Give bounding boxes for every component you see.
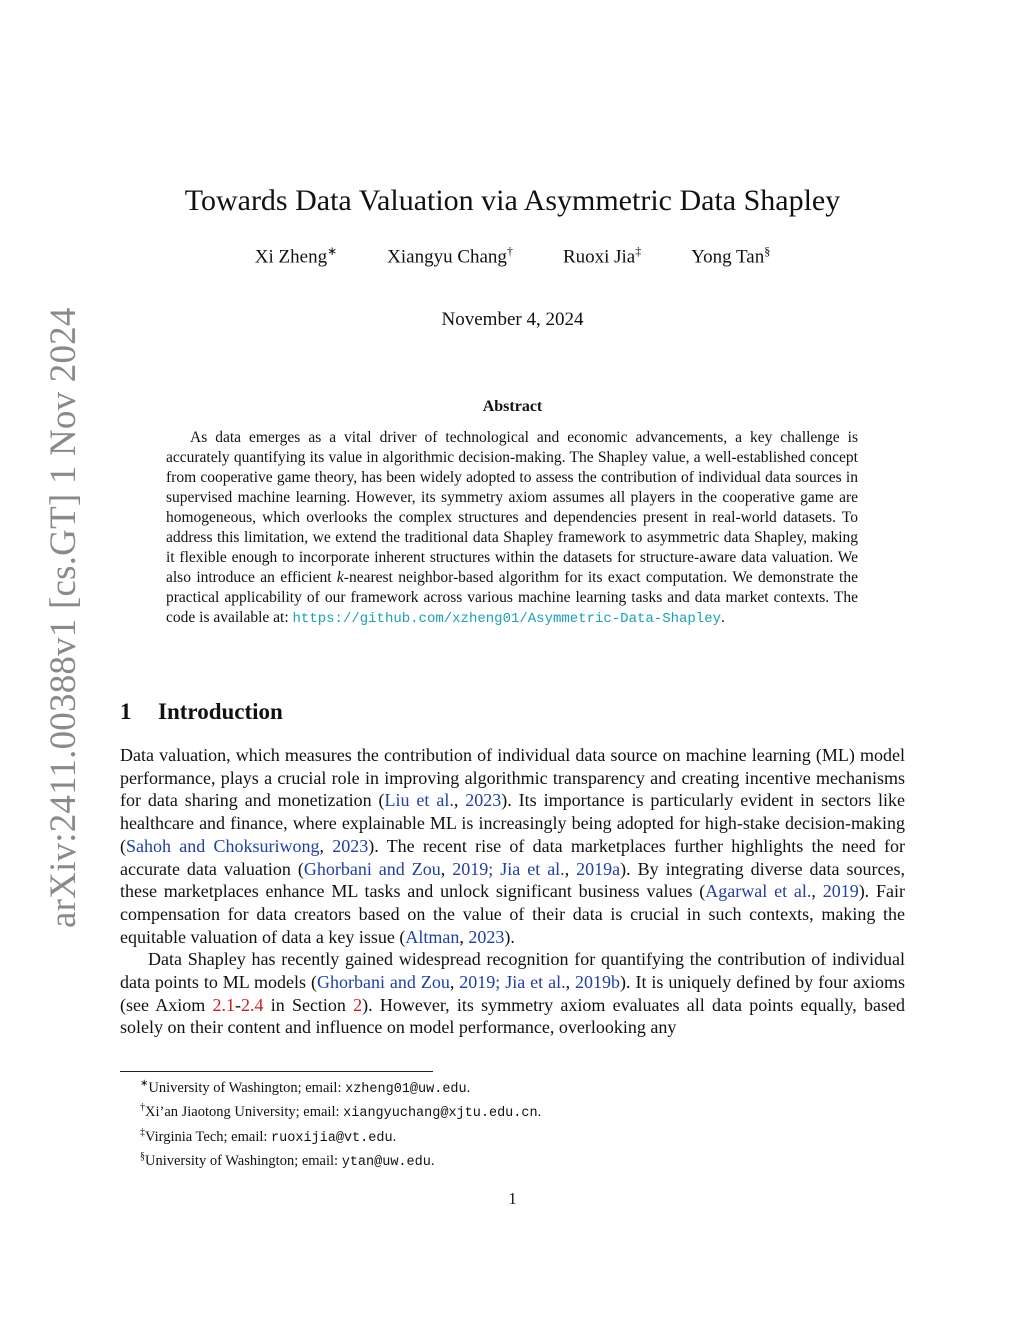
citation-year-link[interactable]: 2023	[468, 926, 505, 947]
citation-link[interactable]: Jia et al.	[500, 858, 565, 879]
affiliation-mark: ∗	[327, 244, 338, 258]
footnote-text: Xi’an Jiaotong University; email:	[145, 1104, 344, 1121]
footnote-mark: †	[140, 1102, 145, 1114]
footnote-text: Virginia Tech; email:	[145, 1128, 272, 1145]
text-run: ,	[565, 972, 576, 993]
footnote-text: University of Washington; email:	[145, 1152, 342, 1169]
footnote-email[interactable]: ytan@uw.edu	[341, 1154, 431, 1170]
footnote-mark: ∗	[140, 1078, 149, 1089]
affiliation-mark: †	[506, 244, 513, 258]
author-name: Yong Tan	[691, 246, 765, 268]
text-run: -	[234, 994, 241, 1015]
text-run: ;	[488, 858, 501, 879]
text-run: in Section	[263, 994, 354, 1015]
footnote-email[interactable]: ruoxijia@vt.edu	[271, 1130, 393, 1146]
citation-year-link[interactable]: 2019	[452, 858, 489, 879]
author-name: Xi Zheng	[254, 246, 328, 268]
abstract-segment: -nearest neighbor-based algorithm for its exact computation. We demonstrate the practical applicability of our framework across various machine learning tasks and data market contexts. The code is available at:	[166, 569, 858, 626]
footnote-divider	[120, 1071, 433, 1072]
abstract-segment: .	[721, 609, 725, 626]
text-run: ).	[504, 926, 515, 947]
citation-link[interactable]: Agarwal et al.	[705, 881, 812, 902]
text-run: ,	[449, 972, 460, 993]
axiom-reference-link[interactable]: 2.1	[212, 994, 235, 1015]
introduction-body	[120, 744, 905, 1039]
text-run: ,	[564, 858, 577, 879]
text-run: ,	[459, 926, 469, 947]
footnote-text: .	[466, 1079, 471, 1096]
axiom-reference-link[interactable]: 2.4	[240, 994, 264, 1015]
citation-year-link[interactable]: 2023	[465, 790, 502, 811]
footnote-text: .	[537, 1104, 542, 1121]
citation-link[interactable]: Ghorbani and Zou	[317, 972, 450, 993]
footnote-mark: ‡	[140, 1126, 145, 1138]
section-reference-link[interactable]: 2	[353, 994, 363, 1015]
citation-link[interactable]: Altman	[405, 926, 460, 947]
arxiv-identifier-stamp: arXiv:2411.00388v1 [cs.GT] 1 Nov 2024	[43, 307, 84, 928]
footnote	[140, 1124, 900, 1148]
footnote-text: University of Washington; email:	[148, 1079, 346, 1096]
footnote-email[interactable]: xiangyuchang@xjtu.edu.cn	[343, 1106, 538, 1122]
affiliation-mark: §	[764, 244, 771, 258]
section-title: Introduction	[158, 699, 283, 724]
citation-link[interactable]: Sahoh and Choksuriwong	[126, 835, 320, 856]
abstract-segment: As data emerges as a vital driver of technological and economic advancements, a key challenge is accurately quantifying its value in algorithmic decision-making. The Shapley value, a well-established concept from cooperative game theory, has been widely adopted to assess the contribution of individual data sources in supervised machine learning. However, its symmetry axiom assumes all players in the cooperative game are homogeneous, which overlooks the complex structures and dependencies present in real-world datasets. To address this limitation, we extend the traditional data Shapley framework to asymmetric data Shapley, making it flexible enough to incorporate inherent structures within the datasets for structure-aware data valuation. We also introduce an efficient	[166, 429, 858, 586]
author-list	[120, 244, 905, 268]
text-run: ,	[440, 858, 453, 879]
code-repository-link[interactable]: https://github.com/xzheng01/Asymmetric-Data-Shapley	[292, 611, 722, 627]
publication-date: November 4, 2024	[441, 309, 584, 330]
page-number: 1	[508, 1189, 517, 1208]
footnote-email[interactable]: xzheng01@uw.edu	[345, 1081, 467, 1097]
author	[563, 244, 641, 268]
citation-link[interactable]: Jia et al.	[505, 972, 566, 993]
citation-year-link[interactable]: 2019	[822, 881, 859, 902]
abstract-text	[166, 428, 858, 629]
author	[387, 244, 513, 268]
paragraph	[120, 948, 905, 1039]
text-run: ;	[495, 972, 506, 993]
text-run: ). However, its symmetry axiom evaluates all data points equally, based solely on their content and influence on model performance, overlooking any	[120, 994, 905, 1038]
author-name: Ruoxi Jia	[562, 246, 636, 268]
citation-year-link[interactable]: 2019	[459, 972, 496, 993]
citation-year-link[interactable]: 2023	[332, 835, 369, 856]
section-number: 1	[120, 699, 132, 724]
paper-title: Towards Data Valuation via Asymmetric Data Shapley	[184, 184, 841, 217]
footnote-text: .	[430, 1152, 435, 1169]
text-run: ). By integrating diverse data sources, these marketplaces enhance ML tasks and unlock significant business values (	[120, 858, 905, 902]
citation-year-link[interactable]: 2019b	[575, 972, 621, 993]
text-run: Data valuation, which measures the contribution of individual data source on machine learning (ML) model performance, plays a crucial role in improving algorithmic transparency and creating incentive mechanisms for data sharing and monetization (	[120, 745, 905, 811]
abstract-math-k: k	[336, 569, 344, 586]
author	[255, 244, 337, 268]
text-run: ). Fair compensation for data creators based on the value of their data is crucial in such contexts, making the equitable valuation of data a key issue (	[120, 881, 905, 947]
text-run: Data Shapley has recently gained widespread recognition for quantifying the contribution of individual data points to ML models (	[120, 949, 905, 993]
text-run: ,	[453, 790, 466, 811]
footnote-mark: §	[140, 1150, 145, 1162]
text-run: ). Its importance is particularly evident in sectors like healthcare and finance, where explainable ML is increasingly being adopted for high-stake decision-making (	[120, 790, 905, 856]
author	[691, 244, 770, 268]
footnotes	[140, 1075, 900, 1172]
section-heading	[120, 699, 283, 725]
affiliation-mark: ‡	[635, 244, 642, 258]
footnote	[140, 1148, 900, 1172]
footnote-text: .	[392, 1128, 397, 1145]
text-run: ). The recent rise of data marketplaces further highlights the need for accurate data valuation (	[120, 835, 906, 879]
citation-year-link[interactable]: 2019a	[576, 858, 621, 879]
citation-link[interactable]: Liu et al.	[384, 790, 454, 811]
author-name: Xiangyu Chang	[387, 246, 507, 268]
text-run: ,	[319, 835, 333, 856]
citation-link[interactable]: Ghorbani and Zou	[303, 858, 441, 879]
text-run: ). It is uniquely defined by four axioms (see Axiom	[120, 972, 906, 1015]
footnote	[140, 1099, 900, 1123]
text-run: ,	[811, 881, 823, 902]
footnote	[140, 1075, 900, 1099]
paragraph	[120, 744, 905, 948]
abstract-heading: Abstract	[482, 398, 543, 415]
